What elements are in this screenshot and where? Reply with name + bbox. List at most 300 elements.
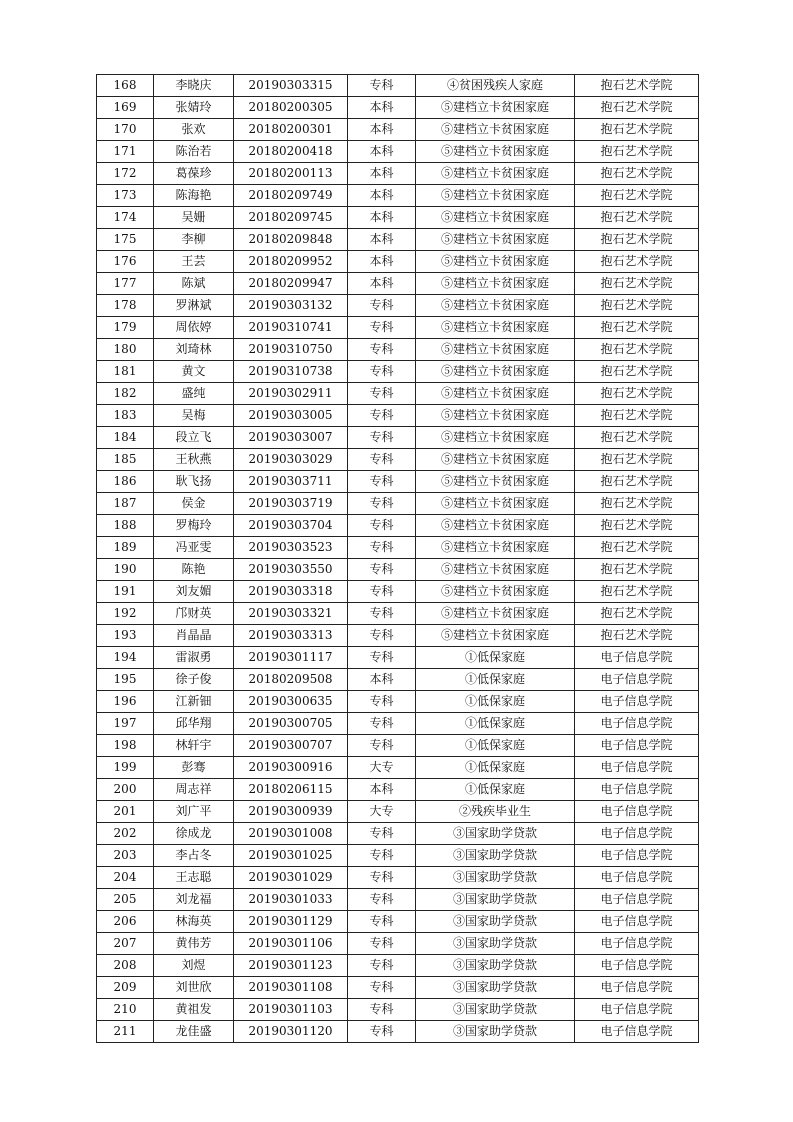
student-name-cell: 罗淋斌 [154, 295, 234, 317]
row-number-cell: 203 [97, 845, 154, 867]
row-number-cell: 191 [97, 581, 154, 603]
hardship-type-cell: ②残疾毕业生 [416, 801, 575, 823]
college-cell: 抱石艺术学院 [575, 163, 699, 185]
row-number-cell: 168 [97, 75, 154, 97]
education-level-cell: 专科 [348, 515, 416, 537]
row-number-cell: 180 [97, 339, 154, 361]
table-row [97, 163, 699, 185]
student-id-cell: 20180200305 [234, 97, 348, 119]
row-number-cell: 184 [97, 427, 154, 449]
college-cell: 电子信息学院 [575, 779, 699, 801]
college-cell: 电子信息学院 [575, 801, 699, 823]
student-id-cell: 20190300705 [234, 713, 348, 735]
hardship-type-cell: ③国家助学贷款 [416, 867, 575, 889]
student-name-cell: 刘友媚 [154, 581, 234, 603]
row-number-cell: 199 [97, 757, 154, 779]
education-level-cell: 专科 [348, 75, 416, 97]
college-cell: 电子信息学院 [575, 955, 699, 977]
college-cell: 电子信息学院 [575, 867, 699, 889]
hardship-type-cell: ③国家助学贷款 [416, 933, 575, 955]
row-number-cell: 176 [97, 251, 154, 273]
table-row [97, 757, 699, 779]
row-number-cell: 172 [97, 163, 154, 185]
college-cell: 电子信息学院 [575, 713, 699, 735]
student-name-cell: 黄祖发 [154, 999, 234, 1021]
student-name-cell: 盛纯 [154, 383, 234, 405]
college-cell: 电子信息学院 [575, 977, 699, 999]
student-id-cell: 20190303704 [234, 515, 348, 537]
education-level-cell: 专科 [348, 823, 416, 845]
table-row [97, 317, 699, 339]
education-level-cell: 专科 [348, 427, 416, 449]
student-id-cell: 20180200113 [234, 163, 348, 185]
college-cell: 抱石艺术学院 [575, 427, 699, 449]
row-number-cell: 209 [97, 977, 154, 999]
education-level-cell: 专科 [348, 537, 416, 559]
table-row [97, 295, 699, 317]
row-number-cell: 194 [97, 647, 154, 669]
student-name-cell: 王志聪 [154, 867, 234, 889]
education-level-cell: 专科 [348, 625, 416, 647]
row-number-cell: 187 [97, 493, 154, 515]
hardship-type-cell: ⑤建档立卡贫困家庭 [416, 295, 575, 317]
table-row [97, 911, 699, 933]
college-cell: 抱石艺术学院 [575, 515, 699, 537]
student-name-cell: 周志祥 [154, 779, 234, 801]
student-id-cell: 20180200418 [234, 141, 348, 163]
table-row [97, 449, 699, 471]
table-row [97, 735, 699, 757]
hardship-type-cell: ⑤建档立卡贫困家庭 [416, 471, 575, 493]
student-name-cell: 李晓庆 [154, 75, 234, 97]
college-cell: 抱石艺术学院 [575, 603, 699, 625]
row-number-cell: 207 [97, 933, 154, 955]
student-name-cell: 周依婷 [154, 317, 234, 339]
hardship-type-cell: ⑤建档立卡贫困家庭 [416, 361, 575, 383]
student-name-cell: 葛葆珍 [154, 163, 234, 185]
row-number-cell: 181 [97, 361, 154, 383]
college-cell: 抱石艺术学院 [575, 581, 699, 603]
student-id-cell: 20190310738 [234, 361, 348, 383]
education-level-cell: 专科 [348, 691, 416, 713]
student-name-cell: 段立飞 [154, 427, 234, 449]
college-cell: 电子信息学院 [575, 735, 699, 757]
college-cell: 电子信息学院 [575, 911, 699, 933]
education-level-cell: 本科 [348, 141, 416, 163]
hardship-type-cell: ⑤建档立卡贫困家庭 [416, 383, 575, 405]
student-name-cell: 雷淑勇 [154, 647, 234, 669]
student-name-cell: 肖晶晶 [154, 625, 234, 647]
row-number-cell: 195 [97, 669, 154, 691]
student-id-cell: 20190301033 [234, 889, 348, 911]
education-level-cell: 本科 [348, 163, 416, 185]
college-cell: 抱石艺术学院 [575, 405, 699, 427]
student-name-cell: 陈海艳 [154, 185, 234, 207]
student-name-cell: 林轩宇 [154, 735, 234, 757]
table-row [97, 361, 699, 383]
hardship-type-cell: ③国家助学贷款 [416, 955, 575, 977]
row-number-cell: 177 [97, 273, 154, 295]
college-cell: 电子信息学院 [575, 845, 699, 867]
row-number-cell: 189 [97, 537, 154, 559]
education-level-cell: 专科 [348, 1021, 416, 1043]
table-row [97, 713, 699, 735]
college-cell: 电子信息学院 [575, 757, 699, 779]
education-level-cell: 本科 [348, 119, 416, 141]
student-name-cell: 彭骞 [154, 757, 234, 779]
student-id-cell: 20180209947 [234, 273, 348, 295]
education-level-cell: 专科 [348, 911, 416, 933]
student-id-cell: 20190300939 [234, 801, 348, 823]
hardship-type-cell: ③国家助学贷款 [416, 1021, 575, 1043]
table-row [97, 581, 699, 603]
college-cell: 抱石艺术学院 [575, 97, 699, 119]
education-level-cell: 本科 [348, 97, 416, 119]
hardship-type-cell: ⑤建档立卡贫困家庭 [416, 405, 575, 427]
student-id-cell: 20180209952 [234, 251, 348, 273]
table-row [97, 405, 699, 427]
row-number-cell: 197 [97, 713, 154, 735]
hardship-type-cell: ①低保家庭 [416, 669, 575, 691]
row-number-cell: 190 [97, 559, 154, 581]
hardship-type-cell: ⑤建档立卡贫困家庭 [416, 273, 575, 295]
education-level-cell: 专科 [348, 405, 416, 427]
student-id-cell: 20190303029 [234, 449, 348, 471]
student-name-cell: 吴姗 [154, 207, 234, 229]
table-row [97, 141, 699, 163]
student-id-cell: 20180209848 [234, 229, 348, 251]
row-number-cell: 178 [97, 295, 154, 317]
student-name-cell: 陈治若 [154, 141, 234, 163]
table-row [97, 779, 699, 801]
table-row [97, 97, 699, 119]
education-level-cell: 专科 [348, 493, 416, 515]
student-id-cell: 20180206115 [234, 779, 348, 801]
student-id-cell: 20190301117 [234, 647, 348, 669]
education-level-cell: 专科 [348, 889, 416, 911]
student-name-cell: 张欢 [154, 119, 234, 141]
college-cell: 抱石艺术学院 [575, 339, 699, 361]
student-name-cell: 刘广平 [154, 801, 234, 823]
student-name-cell: 吴梅 [154, 405, 234, 427]
row-number-cell: 173 [97, 185, 154, 207]
table-row [97, 867, 699, 889]
student-id-cell: 20190303007 [234, 427, 348, 449]
student-id-cell: 20190303318 [234, 581, 348, 603]
hardship-type-cell: ①低保家庭 [416, 757, 575, 779]
row-number-cell: 174 [97, 207, 154, 229]
education-level-cell: 本科 [348, 779, 416, 801]
student-id-cell: 20190303313 [234, 625, 348, 647]
table-row [97, 537, 699, 559]
student-id-cell: 20190301106 [234, 933, 348, 955]
table-row [97, 625, 699, 647]
hardship-type-cell: ⑤建档立卡贫困家庭 [416, 251, 575, 273]
education-level-cell: 大专 [348, 757, 416, 779]
hardship-type-cell: ⑤建档立卡贫困家庭 [416, 625, 575, 647]
student-id-cell: 20190301108 [234, 977, 348, 999]
hardship-type-cell: ④贫困残疾人家庭 [416, 75, 575, 97]
table-row [97, 691, 699, 713]
college-cell: 电子信息学院 [575, 933, 699, 955]
table-row [97, 559, 699, 581]
student-id-cell: 20190303005 [234, 405, 348, 427]
table-row [97, 339, 699, 361]
college-cell: 抱石艺术学院 [575, 75, 699, 97]
hardship-type-cell: ⑤建档立卡贫困家庭 [416, 515, 575, 537]
education-level-cell: 本科 [348, 229, 416, 251]
hardship-type-cell: ⑤建档立卡贫困家庭 [416, 229, 575, 251]
student-id-cell: 20190300916 [234, 757, 348, 779]
education-level-cell: 专科 [348, 361, 416, 383]
college-cell: 抱石艺术学院 [575, 383, 699, 405]
hardship-type-cell: ⑤建档立卡贫困家庭 [416, 339, 575, 361]
student-name-cell: 邝财英 [154, 603, 234, 625]
hardship-type-cell: ⑤建档立卡贫困家庭 [416, 185, 575, 207]
student-id-cell: 20180209745 [234, 207, 348, 229]
hardship-type-cell: ⑤建档立卡贫困家庭 [416, 97, 575, 119]
education-level-cell: 专科 [348, 449, 416, 471]
row-number-cell: 206 [97, 911, 154, 933]
hardship-type-cell: ③国家助学贷款 [416, 889, 575, 911]
education-level-cell: 本科 [348, 251, 416, 273]
student-name-cell: 黄文 [154, 361, 234, 383]
student-id-cell: 20190301103 [234, 999, 348, 1021]
student-name-cell: 龙佳盛 [154, 1021, 234, 1043]
row-number-cell: 196 [97, 691, 154, 713]
college-cell: 抱石艺术学院 [575, 119, 699, 141]
row-number-cell: 202 [97, 823, 154, 845]
table-row [97, 669, 699, 691]
college-cell: 抱石艺术学院 [575, 207, 699, 229]
row-number-cell: 193 [97, 625, 154, 647]
student-id-cell: 20190301123 [234, 955, 348, 977]
education-level-cell: 专科 [348, 713, 416, 735]
college-cell: 抱石艺术学院 [575, 471, 699, 493]
table-row [97, 603, 699, 625]
hardship-type-cell: ③国家助学贷款 [416, 977, 575, 999]
education-level-cell: 专科 [348, 295, 416, 317]
hardship-type-cell: ⑤建档立卡贫困家庭 [416, 207, 575, 229]
row-number-cell: 210 [97, 999, 154, 1021]
student-id-cell: 20190301029 [234, 867, 348, 889]
hardship-type-cell: ⑤建档立卡贫困家庭 [416, 141, 575, 163]
education-level-cell: 本科 [348, 273, 416, 295]
student-name-cell: 刘琦林 [154, 339, 234, 361]
student-name-cell: 冯亚雯 [154, 537, 234, 559]
student-id-cell: 20190301129 [234, 911, 348, 933]
row-number-cell: 192 [97, 603, 154, 625]
student-name-cell: 徐子俊 [154, 669, 234, 691]
college-cell: 抱石艺术学院 [575, 449, 699, 471]
college-cell: 电子信息学院 [575, 999, 699, 1021]
student-id-cell: 20190303132 [234, 295, 348, 317]
student-name-cell: 侯金 [154, 493, 234, 515]
college-cell: 抱石艺术学院 [575, 361, 699, 383]
row-number-cell: 188 [97, 515, 154, 537]
table-row [97, 845, 699, 867]
hardship-type-cell: ⑤建档立卡贫困家庭 [416, 427, 575, 449]
student-id-cell: 20190302911 [234, 383, 348, 405]
row-number-cell: 205 [97, 889, 154, 911]
education-level-cell: 专科 [348, 317, 416, 339]
college-cell: 电子信息学院 [575, 889, 699, 911]
table-row [97, 933, 699, 955]
row-number-cell: 204 [97, 867, 154, 889]
student-name-cell: 陈艳 [154, 559, 234, 581]
hardship-type-cell: ⑤建档立卡贫困家庭 [416, 493, 575, 515]
education-level-cell: 专科 [348, 933, 416, 955]
education-level-cell: 专科 [348, 999, 416, 1021]
student-name-cell: 邱华翔 [154, 713, 234, 735]
college-cell: 抱石艺术学院 [575, 559, 699, 581]
row-number-cell: 182 [97, 383, 154, 405]
hardship-type-cell: ⑤建档立卡贫困家庭 [416, 163, 575, 185]
education-level-cell: 专科 [348, 647, 416, 669]
college-cell: 抱石艺术学院 [575, 625, 699, 647]
student-name-cell: 张婧玲 [154, 97, 234, 119]
row-number-cell: 211 [97, 1021, 154, 1043]
student-name-cell: 徐成龙 [154, 823, 234, 845]
hardship-type-cell: ③国家助学贷款 [416, 845, 575, 867]
student-id-cell: 20190303711 [234, 471, 348, 493]
college-cell: 电子信息学院 [575, 647, 699, 669]
roster-body [97, 75, 699, 1043]
student-roster-table [96, 74, 699, 1043]
table-row [97, 207, 699, 229]
table-row [97, 1021, 699, 1043]
student-name-cell: 罗梅玲 [154, 515, 234, 537]
student-id-cell: 20190310741 [234, 317, 348, 339]
table-row [97, 801, 699, 823]
table-row [97, 229, 699, 251]
table-row [97, 955, 699, 977]
student-id-cell: 20190303550 [234, 559, 348, 581]
student-id-cell: 20180209749 [234, 185, 348, 207]
hardship-type-cell: ⑤建档立卡贫困家庭 [416, 559, 575, 581]
education-level-cell: 专科 [348, 845, 416, 867]
row-number-cell: 185 [97, 449, 154, 471]
education-level-cell: 大专 [348, 801, 416, 823]
hardship-type-cell: ⑤建档立卡贫困家庭 [416, 317, 575, 339]
hardship-type-cell: ①低保家庭 [416, 713, 575, 735]
student-name-cell: 王芸 [154, 251, 234, 273]
hardship-type-cell: ①低保家庭 [416, 735, 575, 757]
table-row [97, 251, 699, 273]
hardship-type-cell: ①低保家庭 [416, 691, 575, 713]
college-cell: 电子信息学院 [575, 691, 699, 713]
hardship-type-cell: ①低保家庭 [416, 779, 575, 801]
row-number-cell: 183 [97, 405, 154, 427]
education-level-cell: 专科 [348, 867, 416, 889]
table-row [97, 493, 699, 515]
education-level-cell: 专科 [348, 735, 416, 757]
student-name-cell: 黄伟芳 [154, 933, 234, 955]
row-number-cell: 169 [97, 97, 154, 119]
education-level-cell: 专科 [348, 581, 416, 603]
college-cell: 抱石艺术学院 [575, 273, 699, 295]
student-id-cell: 20190301008 [234, 823, 348, 845]
education-level-cell: 专科 [348, 383, 416, 405]
hardship-type-cell: ⑤建档立卡贫困家庭 [416, 581, 575, 603]
student-name-cell: 刘龙福 [154, 889, 234, 911]
hardship-type-cell: ①低保家庭 [416, 647, 575, 669]
hardship-type-cell: ⑤建档立卡贫困家庭 [416, 537, 575, 559]
hardship-type-cell: ⑤建档立卡贫困家庭 [416, 603, 575, 625]
student-name-cell: 王秋燕 [154, 449, 234, 471]
table-row [97, 273, 699, 295]
education-level-cell: 专科 [348, 471, 416, 493]
student-id-cell: 20190303321 [234, 603, 348, 625]
college-cell: 抱石艺术学院 [575, 229, 699, 251]
education-level-cell: 本科 [348, 669, 416, 691]
table-row [97, 515, 699, 537]
table-row [97, 75, 699, 97]
hardship-type-cell: ⑤建档立卡贫困家庭 [416, 449, 575, 471]
hardship-type-cell: ③国家助学贷款 [416, 911, 575, 933]
hardship-type-cell: ③国家助学贷款 [416, 999, 575, 1021]
hardship-type-cell: ⑤建档立卡贫困家庭 [416, 119, 575, 141]
row-number-cell: 186 [97, 471, 154, 493]
education-level-cell: 本科 [348, 207, 416, 229]
table-row [97, 185, 699, 207]
student-name-cell: 陈斌 [154, 273, 234, 295]
college-cell: 抱石艺术学院 [575, 295, 699, 317]
student-id-cell: 20190300707 [234, 735, 348, 757]
table-row [97, 999, 699, 1021]
student-id-cell: 20190303523 [234, 537, 348, 559]
table-row [97, 383, 699, 405]
student-name-cell: 刘煜 [154, 955, 234, 977]
row-number-cell: 208 [97, 955, 154, 977]
education-level-cell: 本科 [348, 185, 416, 207]
hardship-type-cell: ③国家助学贷款 [416, 823, 575, 845]
student-name-cell: 刘世欣 [154, 977, 234, 999]
student-name-cell: 李占冬 [154, 845, 234, 867]
student-id-cell: 20180209508 [234, 669, 348, 691]
row-number-cell: 170 [97, 119, 154, 141]
education-level-cell: 专科 [348, 559, 416, 581]
table-row [97, 119, 699, 141]
student-id-cell: 20180200301 [234, 119, 348, 141]
college-cell: 电子信息学院 [575, 1021, 699, 1043]
college-cell: 抱石艺术学院 [575, 185, 699, 207]
college-cell: 抱石艺术学院 [575, 251, 699, 273]
row-number-cell: 200 [97, 779, 154, 801]
college-cell: 抱石艺术学院 [575, 141, 699, 163]
college-cell: 电子信息学院 [575, 823, 699, 845]
college-cell: 抱石艺术学院 [575, 493, 699, 515]
education-level-cell: 专科 [348, 955, 416, 977]
row-number-cell: 171 [97, 141, 154, 163]
row-number-cell: 198 [97, 735, 154, 757]
college-cell: 抱石艺术学院 [575, 537, 699, 559]
table-row [97, 823, 699, 845]
table-row [97, 647, 699, 669]
table-row [97, 977, 699, 999]
student-id-cell: 20190301120 [234, 1021, 348, 1043]
student-id-cell: 20190303719 [234, 493, 348, 515]
student-id-cell: 20190310750 [234, 339, 348, 361]
education-level-cell: 专科 [348, 339, 416, 361]
row-number-cell: 175 [97, 229, 154, 251]
student-name-cell: 林海英 [154, 911, 234, 933]
student-name-cell: 江新钿 [154, 691, 234, 713]
student-id-cell: 20190301025 [234, 845, 348, 867]
college-cell: 抱石艺术学院 [575, 317, 699, 339]
student-name-cell: 李柳 [154, 229, 234, 251]
table-row [97, 471, 699, 493]
